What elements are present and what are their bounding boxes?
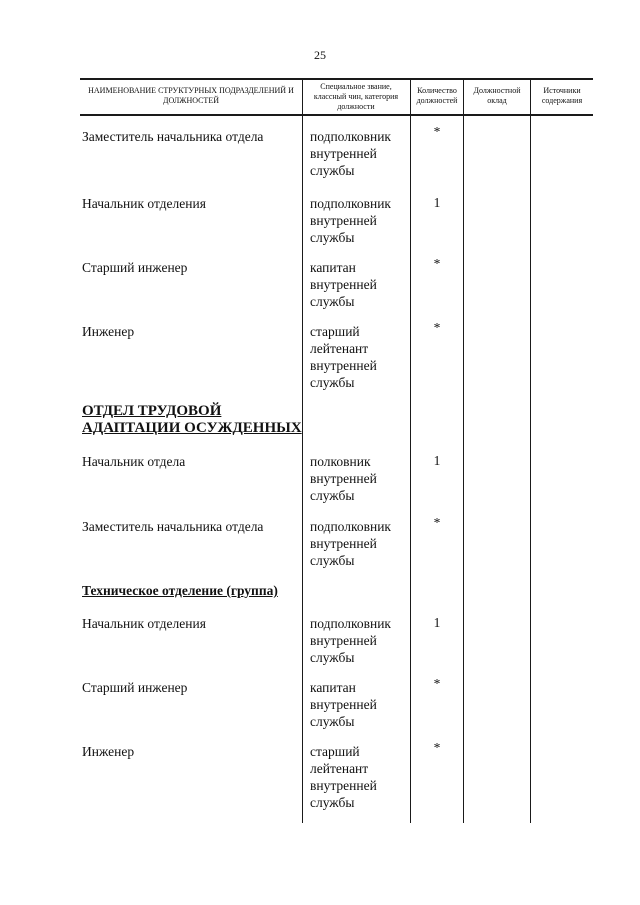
page-number: 25 bbox=[314, 48, 326, 62]
column-divider-4 bbox=[530, 78, 531, 823]
position-count: 1 bbox=[433, 195, 441, 210]
rank-text: подполковник внутренней службы bbox=[310, 519, 391, 568]
column-divider-3 bbox=[463, 78, 464, 823]
rank-text: полковник внутренней службы bbox=[310, 454, 377, 503]
position-count: * bbox=[433, 515, 441, 530]
table-header-bottom-rule bbox=[80, 114, 593, 116]
position-count: * bbox=[433, 320, 441, 335]
rank-text: старший лейтенант внутренней службы bbox=[310, 324, 377, 390]
table-top-rule bbox=[80, 78, 593, 80]
position-count: * bbox=[433, 676, 441, 691]
rank-text: старший лейтенант внутренней службы bbox=[310, 744, 377, 810]
position-title: Начальник отделения bbox=[82, 616, 206, 631]
position-title: Старший инженер bbox=[82, 680, 188, 695]
position-count: 1 bbox=[433, 453, 441, 468]
position-title: Заместитель начальника отдела bbox=[82, 519, 264, 534]
position-title: Инженер bbox=[82, 744, 135, 759]
position-title: Инженер bbox=[82, 324, 135, 339]
department-heading: ОТДЕЛ ТРУДОВОЙ АДАПТАЦИИ ОСУЖДЕННЫХ bbox=[82, 403, 302, 436]
position-title: Заместитель начальника отдела bbox=[82, 129, 264, 144]
header-col-name: НАИМЕНОВАНИЕ СТРУКТУРНЫХ ПОДРАЗДЕЛЕНИЙ И ДОЛЖНОСТЕЙ bbox=[88, 86, 294, 105]
header-col-rank: Специальное звание, классный чин, категория должности bbox=[313, 82, 399, 111]
rank-text: капитан внутренней службы bbox=[310, 260, 377, 309]
subsection-heading: Техническое отделение (группа) bbox=[82, 583, 278, 598]
rank-text: подполковник внутренней службы bbox=[310, 196, 391, 245]
position-count: * bbox=[433, 740, 441, 755]
column-divider-1 bbox=[302, 78, 303, 823]
column-divider-2 bbox=[410, 78, 411, 823]
position-count: * bbox=[433, 124, 441, 139]
header-col-source: Источники содержания bbox=[541, 86, 583, 105]
position-title: Начальник отделения bbox=[82, 196, 206, 211]
rank-text: подполковник внутренней службы bbox=[310, 129, 391, 178]
position-title: Начальник отдела bbox=[82, 454, 186, 469]
header-col-salary: Должностной оклад bbox=[473, 86, 521, 105]
position-count: * bbox=[433, 256, 441, 271]
header-col-qty: Количество должностей bbox=[416, 86, 458, 105]
position-count: 1 bbox=[433, 615, 441, 630]
rank-text: капитан внутренней службы bbox=[310, 680, 377, 729]
rank-text: подполковник внутренней службы bbox=[310, 616, 391, 665]
position-title: Старший инженер bbox=[82, 260, 188, 275]
